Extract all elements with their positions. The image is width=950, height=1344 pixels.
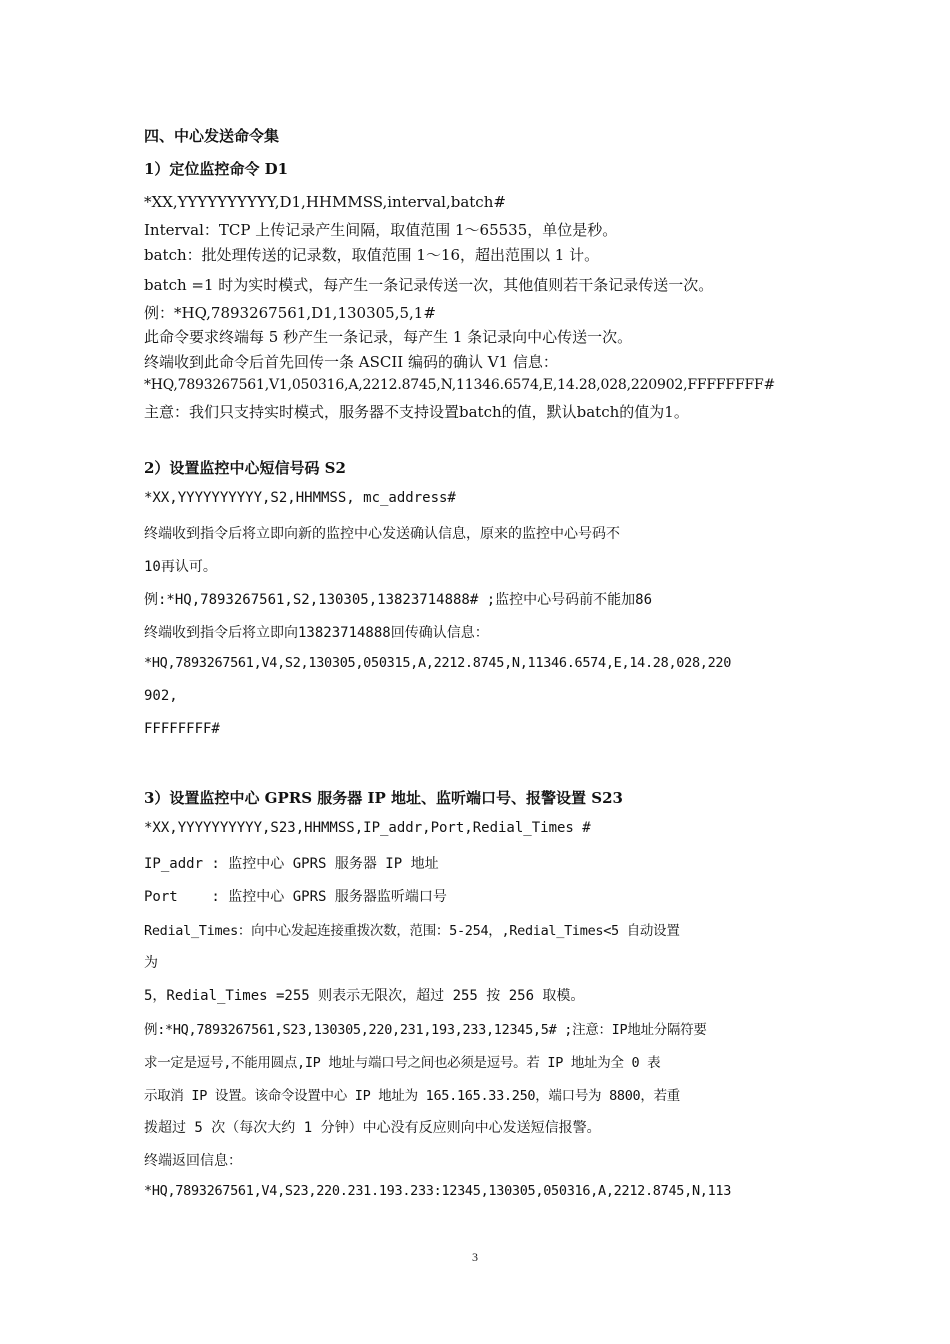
d1-confirm-desc: 终端收到此命令后首先回传一条 ASCII 编码的确认 V1 信息： [144,353,558,371]
s2-format: *XX,YYYYYYYYYY,S2,HHMMSS, mc_address# [144,490,456,506]
s23-redial-line1: Redial_Times：向中心发起连接重拨次数，范围：5-254，,Redial_Times<5 自动设置 [144,923,680,939]
s23-format: *XX,YYYYYYYYYY,S23,HHMMSS,IP_addr,Port,Redial_Times # [144,820,591,836]
s2-heading: 2）设置监控中心短信号码 S2 [144,459,346,477]
s23-example-line1: 例:*HQ,7893267561,S23,130305,220,231,193,233,12345,5# ;注意：IP地址分隔符要 [144,1022,707,1038]
section-title: 四、中心发送命令集 [144,127,280,145]
d1-format: *XX,YYYYYYYYYY,D1,HHMMSS,interval,batch# [144,193,506,211]
d1-interval-desc: Interval：TCP 上传记录产生间隔，取值范围 1～65535，单位是秒。 [144,221,618,239]
s2-example: 例:*HQ,7893267561,S2,130305,13823714888# ;监控中心号码前不能加86 [144,592,653,608]
s2-desc-line2: 10再认可。 [144,559,217,575]
d1-batch-desc: batch：批处理传送的记录数，取值范围 1～16，超出范围以 1 计。 [144,246,600,264]
s23-return-line1: *HQ,7893267561,V4,S23,220.231.193.233:12345,130305,050316,A,2212.8745,N,113 [144,1183,732,1199]
s23-redial-line3: 5，Redial_Times =255 则表示无限次，超过 255 按 256 取模。 [144,988,585,1004]
s2-desc-line1: 终端收到指令后将立即向新的监控中心发送确认信息，原来的监控中心号码不 [144,526,620,542]
d1-example: 例：*HQ,7893267561,D1,130305,5,1# [144,304,436,322]
s2-return-desc: 终端收到指令后将立即向13823714888回传确认信息： [144,625,489,641]
s23-heading: 3）设置监控中心 GPRS 服务器 IP 地址、监听端口号、报警设置 S23 [144,789,623,807]
s23-ip-desc: IP_addr : 监控中心 GPRS 服务器 IP 地址 [144,856,439,872]
s2-return-line2: 902, [144,688,178,704]
s23-return-desc: 终端返回信息： [144,1153,242,1169]
d1-note: 主意：我们只支持实时模式，服务器不支持设置batch的值，默认batch的值为1。 [144,403,689,421]
s2-return-line1: *HQ,7893267561,V4,S2,130305,050315,A,2212.8745,N,11346.6574,E,14.28,028,220 [144,655,732,671]
s2-return-line3: FFFFFFFF# [144,721,220,737]
d1-confirm-msg: *HQ,7893267561,V1,050316,A,2212.8745,N,11346.6574,E,14.28,028,220902,FFFFFFFF# [144,377,776,393]
s23-port-desc: Port : 监控中心 GPRS 服务器监听端口号 [144,889,447,905]
page-number: 3 [472,1250,478,1264]
s23-example-line3: 示取消 IP 设置。该命令设置中心 IP 地址为 165.165.33.250，端口号为 8800，若重 [144,1088,680,1104]
s23-redial-line2: 为 [144,955,158,971]
d1-heading: 1）定位监控命令 D1 [144,160,289,178]
s23-example-line2: 求一定是逗号,不能用圆点,IP 地址与端口号之间也必须是逗号。若 IP 地址为全 0 表 [144,1055,661,1071]
s23-example-line4: 拨超过 5 次（每次大约 1 分钟）中心没有反应则向中心发送短信报警。 [144,1120,601,1136]
d1-example-desc: 此命令要求终端每 5 秒产生一条记录，每产生 1 条记录向中心传送一次。 [144,328,633,346]
d1-batch-mode: batch =1 时为实时模式，每产生一条记录传送一次，其他值则若干条记录传送一次。 [144,276,714,294]
